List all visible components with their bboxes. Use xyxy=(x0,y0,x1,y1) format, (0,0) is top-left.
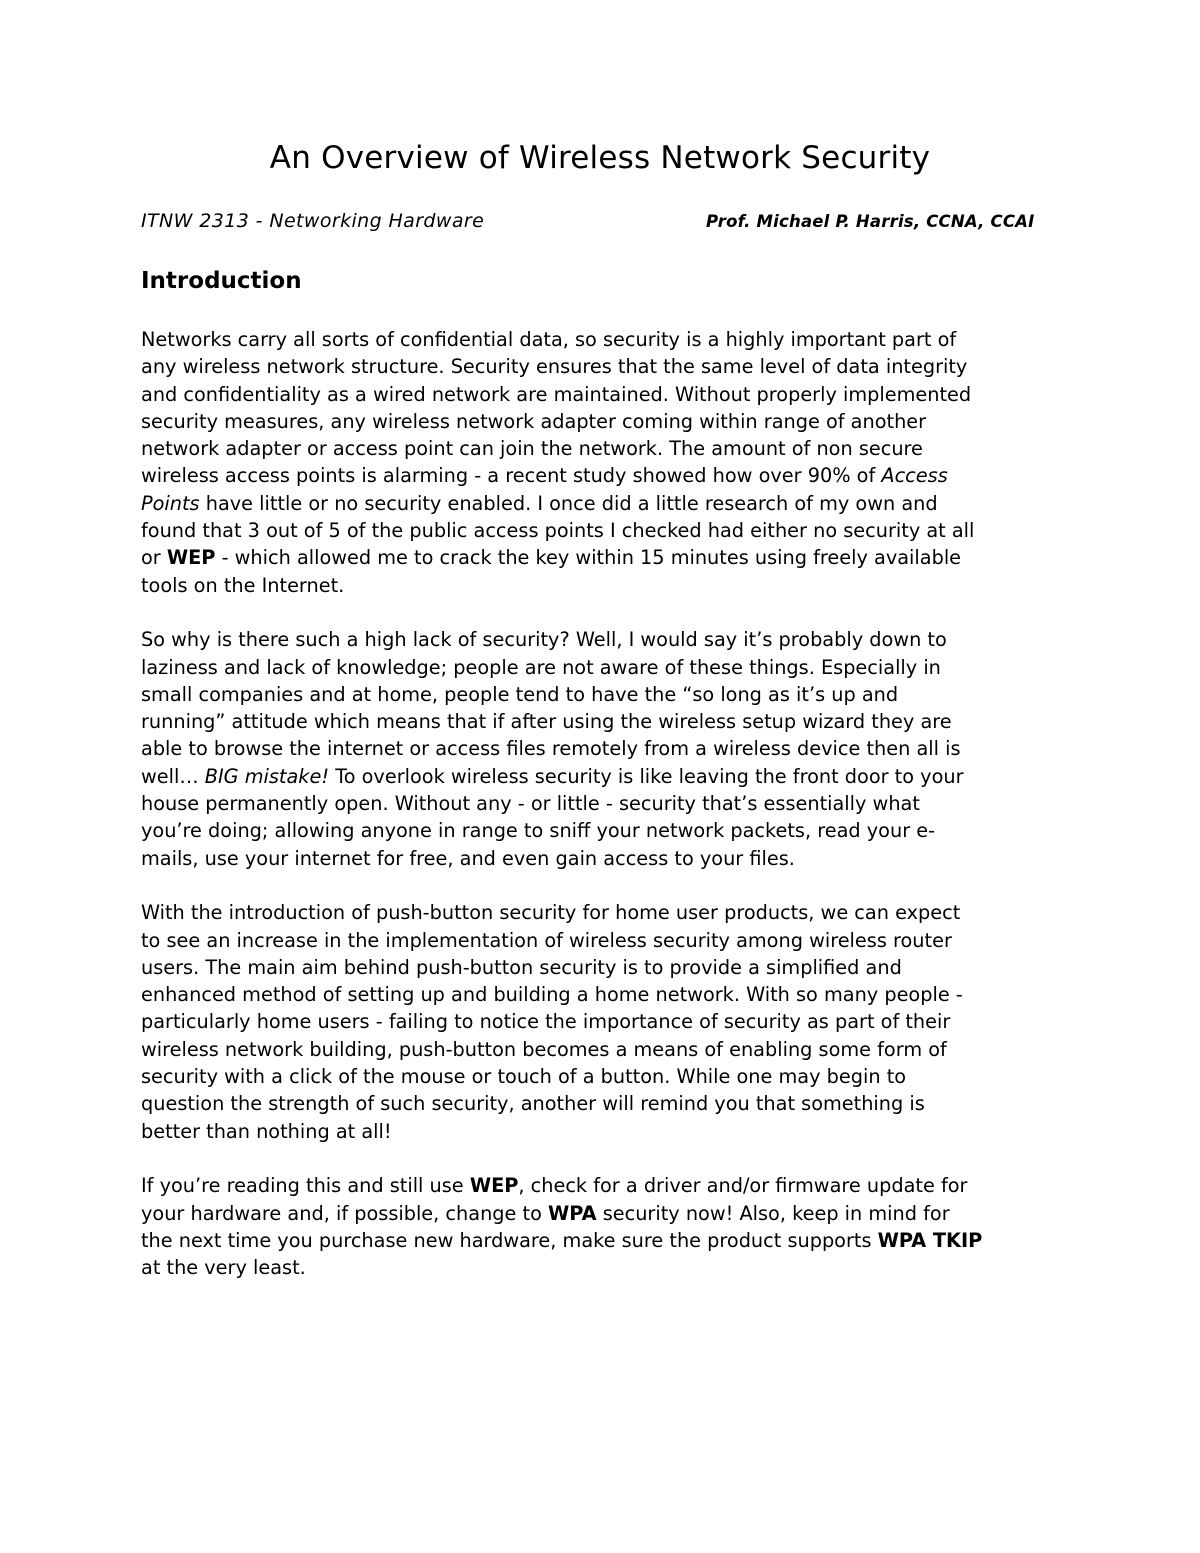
text-run: your hardware and, if possible, change to xyxy=(141,1201,549,1225)
text-run: well… xyxy=(141,764,205,788)
text-line: security with a click of the mouse or touch of a button. While one may begin to xyxy=(141,1065,907,1089)
text-run: security now! Also, keep in mind for xyxy=(596,1201,950,1225)
document-body xyxy=(141,326,1066,1309)
text-line: security measures, any wireless network adapter coming within range of another xyxy=(141,409,927,433)
text-line: to see an increase in the implementation of wireless security among wireless router xyxy=(141,928,952,952)
text-line: and confidentiality as a wired network are maintained. Without properly implemented xyxy=(141,382,972,406)
instructor-name: Prof. Michael P. Harris, CCNA, CCAI xyxy=(706,212,1035,231)
text-line: Networks carry all sorts of confidential data, so security is a highly important part of xyxy=(141,328,957,351)
text-line: house permanently open. Without any - or little - security that’s essentially what xyxy=(141,792,920,816)
text-line: particularly home users - failing to notice the importance of security as part of their xyxy=(141,1010,951,1034)
text-run: , check for a driver and/or firmware update for xyxy=(518,1174,968,1198)
bold-term-wep: WEP xyxy=(469,1174,519,1198)
bold-term-wpa-tkip: WPA TKIP xyxy=(877,1228,983,1252)
text-line: users. The main aim behind push-button security is to provide a simplified and xyxy=(141,955,902,979)
text-line: better than nothing at all! xyxy=(141,1119,392,1143)
text-run: wireless access points is alarming - a recent study showed how over 90% of xyxy=(141,464,882,488)
text-line: With the introduction of push-button security for home user products, we can expect xyxy=(141,901,961,925)
text-line: tools on the Internet. xyxy=(141,573,345,597)
text-run: To overlook wireless security is like leaving the front door to your xyxy=(329,764,964,788)
paragraph-4 xyxy=(141,1172,1066,1281)
text-run: have little or no security enabled. I once did a little research of my own and xyxy=(199,491,938,515)
text-line xyxy=(141,462,1066,489)
text-line xyxy=(141,1172,1066,1199)
emphasis-big-mistake: BIG mistake! xyxy=(204,764,330,788)
text-line: So why is there such a high lack of security? Well, I would say it’s probably down to xyxy=(141,628,947,652)
text-line: enhanced method of setting up and building a home network. With so many people - xyxy=(141,983,963,1007)
text-line: running” attitude which means that if after using the wireless setup wizard they are xyxy=(141,710,952,734)
text-line: small companies and at home, people tend to have the “so long as it’s up and xyxy=(141,682,899,706)
course-name: ITNW 2313 - Networking Hardware xyxy=(141,210,485,232)
bold-term-wep: WEP xyxy=(166,546,216,570)
paragraph-2 xyxy=(141,626,1066,872)
text-line xyxy=(141,490,1066,517)
section-heading-introduction: Introduction xyxy=(141,268,302,294)
text-run: If you’re reading this and still use xyxy=(141,1174,470,1198)
emphasis-access-points: Points xyxy=(141,491,200,515)
text-line: you’re doing; allowing anyone in range to sniff your network packets, read your e- xyxy=(141,819,936,843)
text-line: at the very least. xyxy=(141,1256,306,1280)
text-line xyxy=(141,1200,1066,1227)
document-title: An Overview of Wireless Network Security xyxy=(269,140,931,176)
text-run: or xyxy=(141,546,167,570)
text-line: laziness and lack of knowledge; people are not aware of these things. Especially in xyxy=(141,655,941,679)
text-line: question the strength of such security, another will remind you that something is xyxy=(141,1092,925,1116)
text-line xyxy=(141,1227,1066,1254)
text-run: the next time you purchase new hardware, make sure the product supports xyxy=(141,1228,878,1252)
text-line: able to browse the internet or access files remotely from a wireless device then all is xyxy=(141,737,961,761)
text-line: found that 3 out of 5 of the public access points I checked had either no security at all xyxy=(141,519,975,543)
text-line xyxy=(141,763,1066,790)
text-line: any wireless network structure. Security ensures that the same level of data integrity xyxy=(141,355,968,379)
bold-term-wpa: WPA xyxy=(548,1201,597,1225)
text-line: network adapter or access point can join the network. The amount of non secure xyxy=(141,437,923,461)
emphasis-access-points: Access xyxy=(881,464,948,488)
text-run: - which allowed me to crack the key within 15 minutes using freely available xyxy=(215,546,962,570)
paragraph-1 xyxy=(141,326,1066,599)
text-line: mails, use your internet for free, and even gain access to your files. xyxy=(141,846,795,870)
paragraph-3 xyxy=(141,899,1066,1145)
text-line xyxy=(141,544,1066,571)
text-line: wireless network building, push-button becomes a means of enabling some form of xyxy=(141,1037,947,1061)
